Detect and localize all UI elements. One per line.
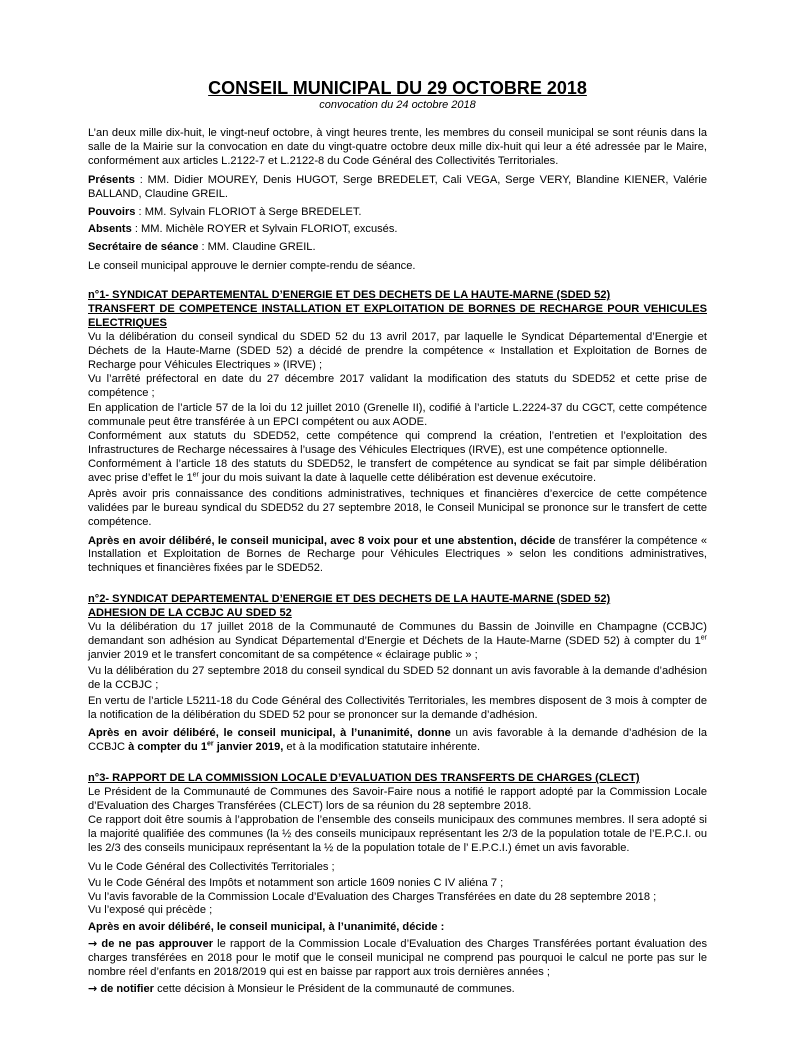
text-run: Conformément à l’article 18 des statuts du SDED52, le transfert de compétence au syndicat se fait par simple délibération avec prise d’effet le 1	[88, 458, 707, 484]
section-1-paragraph: Après avoir pris connaissance des conditions administratives, techniques et financières d’exercice de cette compétence validées par le bureau syndical du SDED52 du 27 septembre 2018, le Conseil Municipal se prononce sur le transfert de cette compétence.	[88, 487, 707, 528]
item-bold: de ne pas approuver	[97, 938, 214, 951]
section-3-vu: Vu le Code Général des Impôts et notamment son article 1609 nonies C IV aliéna 7 ;	[88, 876, 504, 889]
absents-line	[88, 223, 707, 237]
section-2-paragraph	[88, 621, 707, 663]
section-1-paragraph: Vu la délibération du conseil syndical du SDED 52 du 13 avril 2017, par laquelle le Syndicat Départemental d’Energie et Déchets de la Haute-Marne (SDED 52) a décidé de prendre la compétence « Installation et Exploitation de Bornes de Recharge pour Véhicules Electriques » (IRVE) ;	[88, 330, 707, 371]
intro-paragraph: L’an deux mille dix-huit, le vingt-neuf octobre, à vingt heures trente, les membres du conseil municipal se sont réunis dans la salle de la Mairie sur la convocation en date du vingt-quatre octobre deux mille dix-huit qui leur a été adressée par le Maire, conformément aux articles L.2122-7 et L.2122-8 du Code Général des Collectivités Territoriales.	[88, 127, 707, 167]
section-2-subheading: ADHESION DE LA CCBJC AU SDED 52	[88, 607, 292, 620]
section-1-paragraph: Conformément aux statuts du SDED52, cette compétence qui comprend la création, l’entretien et l’exploitation des Infrastructures de Recharge nécessaires à l’usage des Véhicules Electriques (IRVE), est une compétence optionnelle.	[88, 430, 707, 457]
section-1-subheading: TRANSFERT DE COMPETENCE INSTALLATION ET EXPLOITATION DE BORNES DE RECHARGE POUR VEHICULES ELECTRIQUES	[88, 303, 707, 329]
decision-text: de transférer la compétence « Installation et Exploitation de Bornes de Recharge pour Véhicules Electriques » selon les conditions administratives, techniques et financières fixées par le SDED52.	[88, 534, 707, 575]
section-3-vu: Vu l’avis favorable de la Commission Locale d’Evaluation des Charges Transférées en date du 28 septembre 2018 ;	[88, 890, 657, 903]
superscript: er	[700, 634, 707, 642]
text-run: janvier 2019,	[213, 741, 284, 754]
section-3-heading: n°3- RAPPORT DE LA COMMISSION LOCALE D’EVALUATION DES TRANSFERTS DE CHARGES (CLECT)	[88, 772, 640, 785]
decision-bold: Après en avoir délibéré, le conseil municipal, à l’unanimité, décide :	[88, 921, 445, 934]
arrow-right-icon: →	[88, 937, 98, 951]
decision-bold: Après en avoir délibéré, le conseil municipal, à l’unanimité, donne	[88, 727, 451, 740]
absents-text: : MM. Michèle ROYER et Sylvain FLORIOT, excusés.	[131, 223, 398, 236]
presents-text: : MM. Didier MOUREY, Denis HUGOT, Serge BREDELET, Cali VEGA, Serge VERY, Blandine KIENER, Valérie BALLAND, Claudine GREIL.	[88, 173, 707, 200]
pouvoirs-line	[88, 206, 707, 220]
section-3-vu: Vu le Code Général des Collectivités Territoriales ;	[88, 860, 335, 873]
pouvoirs-text: : MM. Sylvain FLORIOT à Serge BREDELET.	[135, 205, 362, 218]
secretaire-text: : MM. Claudine GREIL.	[198, 241, 316, 254]
superscript: er	[192, 471, 199, 479]
page-title: CONSEIL MUNICIPAL DU 29 OCTOBRE 2018	[208, 78, 587, 98]
section-2-paragraph: En vertu de l’article L5211-18 du Code Général des Collectivités Territoriales, les membres disposent de 3 mois à compter de la notification de la délibération du SDED 52 pour se prononcer sur la demande d’adhésion.	[88, 694, 707, 721]
section-3	[88, 772, 707, 997]
decision-text: un avis favorable à la demande d’adhésion de la CCBJC	[88, 727, 707, 754]
section-3-paragraph: Le Président de la Communauté de Communes des Savoir-Faire nous a notifié le rapport adopté par la Commission Locale d’Evaluation des Charges Transférées (CLECT) lors de sa réunion du 28 septembre 2018.	[88, 786, 707, 813]
item-text: le rapport de la Commission Locale d’Evaluation des Charges Transférées portant évaluation des charges transférées en 2018 pour le motif que le conseil municipal ne comprend pas pourquoi le calcul ne porte pas sur le nombre réel d’enfants en 2018/2019 qui est en baisse par rapport aux trois dernières années ;	[88, 938, 707, 979]
decision-text: et à la modification statutaire inhérente.	[283, 741, 481, 754]
section-3-paragraph: Ce rapport doit être soumis à l’approbation de l’ensemble des conseils municipaux des communes membres. Il sera adopté si la majorité qualifiée des communes (la ½ des conseils municipaux représentant les 2/3 de la population totale de l’E.P.C.I. ou les 2/3 des conseils municipaux représentant la ½ de la population totale de l’ E.P.C.I.) émet un avis favorable.	[88, 813, 707, 854]
decision-bold: Après en avoir délibéré, le conseil municipal, avec 8 voix pour et une abstention, décide	[88, 534, 556, 547]
text-run: jour du mois suivant la date à laquelle cette délibération est devenue exécutoire.	[198, 471, 597, 484]
section-3-vu: Vu l’exposé qui précède ;	[88, 904, 213, 917]
arrow-right-icon: →	[88, 981, 98, 995]
presents-line	[88, 174, 707, 202]
secretaire-line	[88, 241, 707, 255]
section-1	[88, 289, 707, 576]
absents-label: Absents	[88, 223, 132, 236]
section-1-heading: n°1- SYNDICAT DEPARTEMENTAL D’ENERGIE ET DES DECHETS DE LA HAUTE-MARNE (SDED 52)	[88, 289, 611, 302]
section-2-decision	[88, 727, 707, 755]
secretaire-label: Secrétaire de séance	[88, 241, 199, 254]
superscript: er	[207, 740, 214, 748]
section-1-decision	[88, 535, 707, 577]
page-subtitle: convocation du 24 octobre 2018	[319, 99, 476, 111]
approval-line: Le conseil municipal approuve le dernier compte-rendu de séance.	[88, 260, 416, 273]
text-run: à compter du 1	[128, 741, 207, 754]
pouvoirs-label: Pouvoirs	[88, 205, 136, 218]
item-bold: de notifier	[97, 982, 155, 995]
section-3-decision	[88, 921, 707, 935]
section-1-paragraph	[88, 458, 707, 486]
item-text: cette décision à Monsieur le Président de la communauté de communes.	[154, 982, 515, 995]
section-3-item	[88, 937, 707, 980]
document-page	[88, 78, 707, 997]
section-2-heading: n°2- SYNDICAT DEPARTEMENTAL D’ENERGIE ET DES DECHETS DE LA HAUTE-MARNE (SDED 52)	[88, 593, 611, 606]
section-1-paragraph: En application de l’article 57 de la loi du 12 juillet 2010 (Grenelle II), codifié à l’article L.2224-37 du CGCT, cette compétence communale peut être transférée à un EPCI compétent ou aux AODE.	[88, 402, 707, 429]
section-1-paragraph: Vu l’arrêté préfectoral en date du 27 décembre 2017 validant la modification des statuts du SDED52 et cette prise de compétence ;	[88, 372, 707, 399]
section-2-paragraph: Vu la délibération du 27 septembre 2018 du conseil syndical du SDED 52 donnant un avis favorable à la demande d’adhésion de la CCBJC ;	[88, 664, 707, 691]
text-run: Vu la délibération du 17 juillet 2018 de la Communauté de Communes du Bassin de Joinville en Champagne (CCBJC) demandant son adhésion au Syndicat Départemental d’Energie et Déchets de la Haute-Marne (SDED 52) à compter du 1	[88, 621, 707, 647]
section-2	[88, 593, 707, 755]
presents-label: Présents	[88, 173, 135, 186]
section-3-item	[88, 982, 707, 997]
text-run: janvier 2019 et le transfert concomitant de sa compétence « éclairage public » ;	[88, 648, 478, 661]
decision-bold	[128, 741, 283, 753]
